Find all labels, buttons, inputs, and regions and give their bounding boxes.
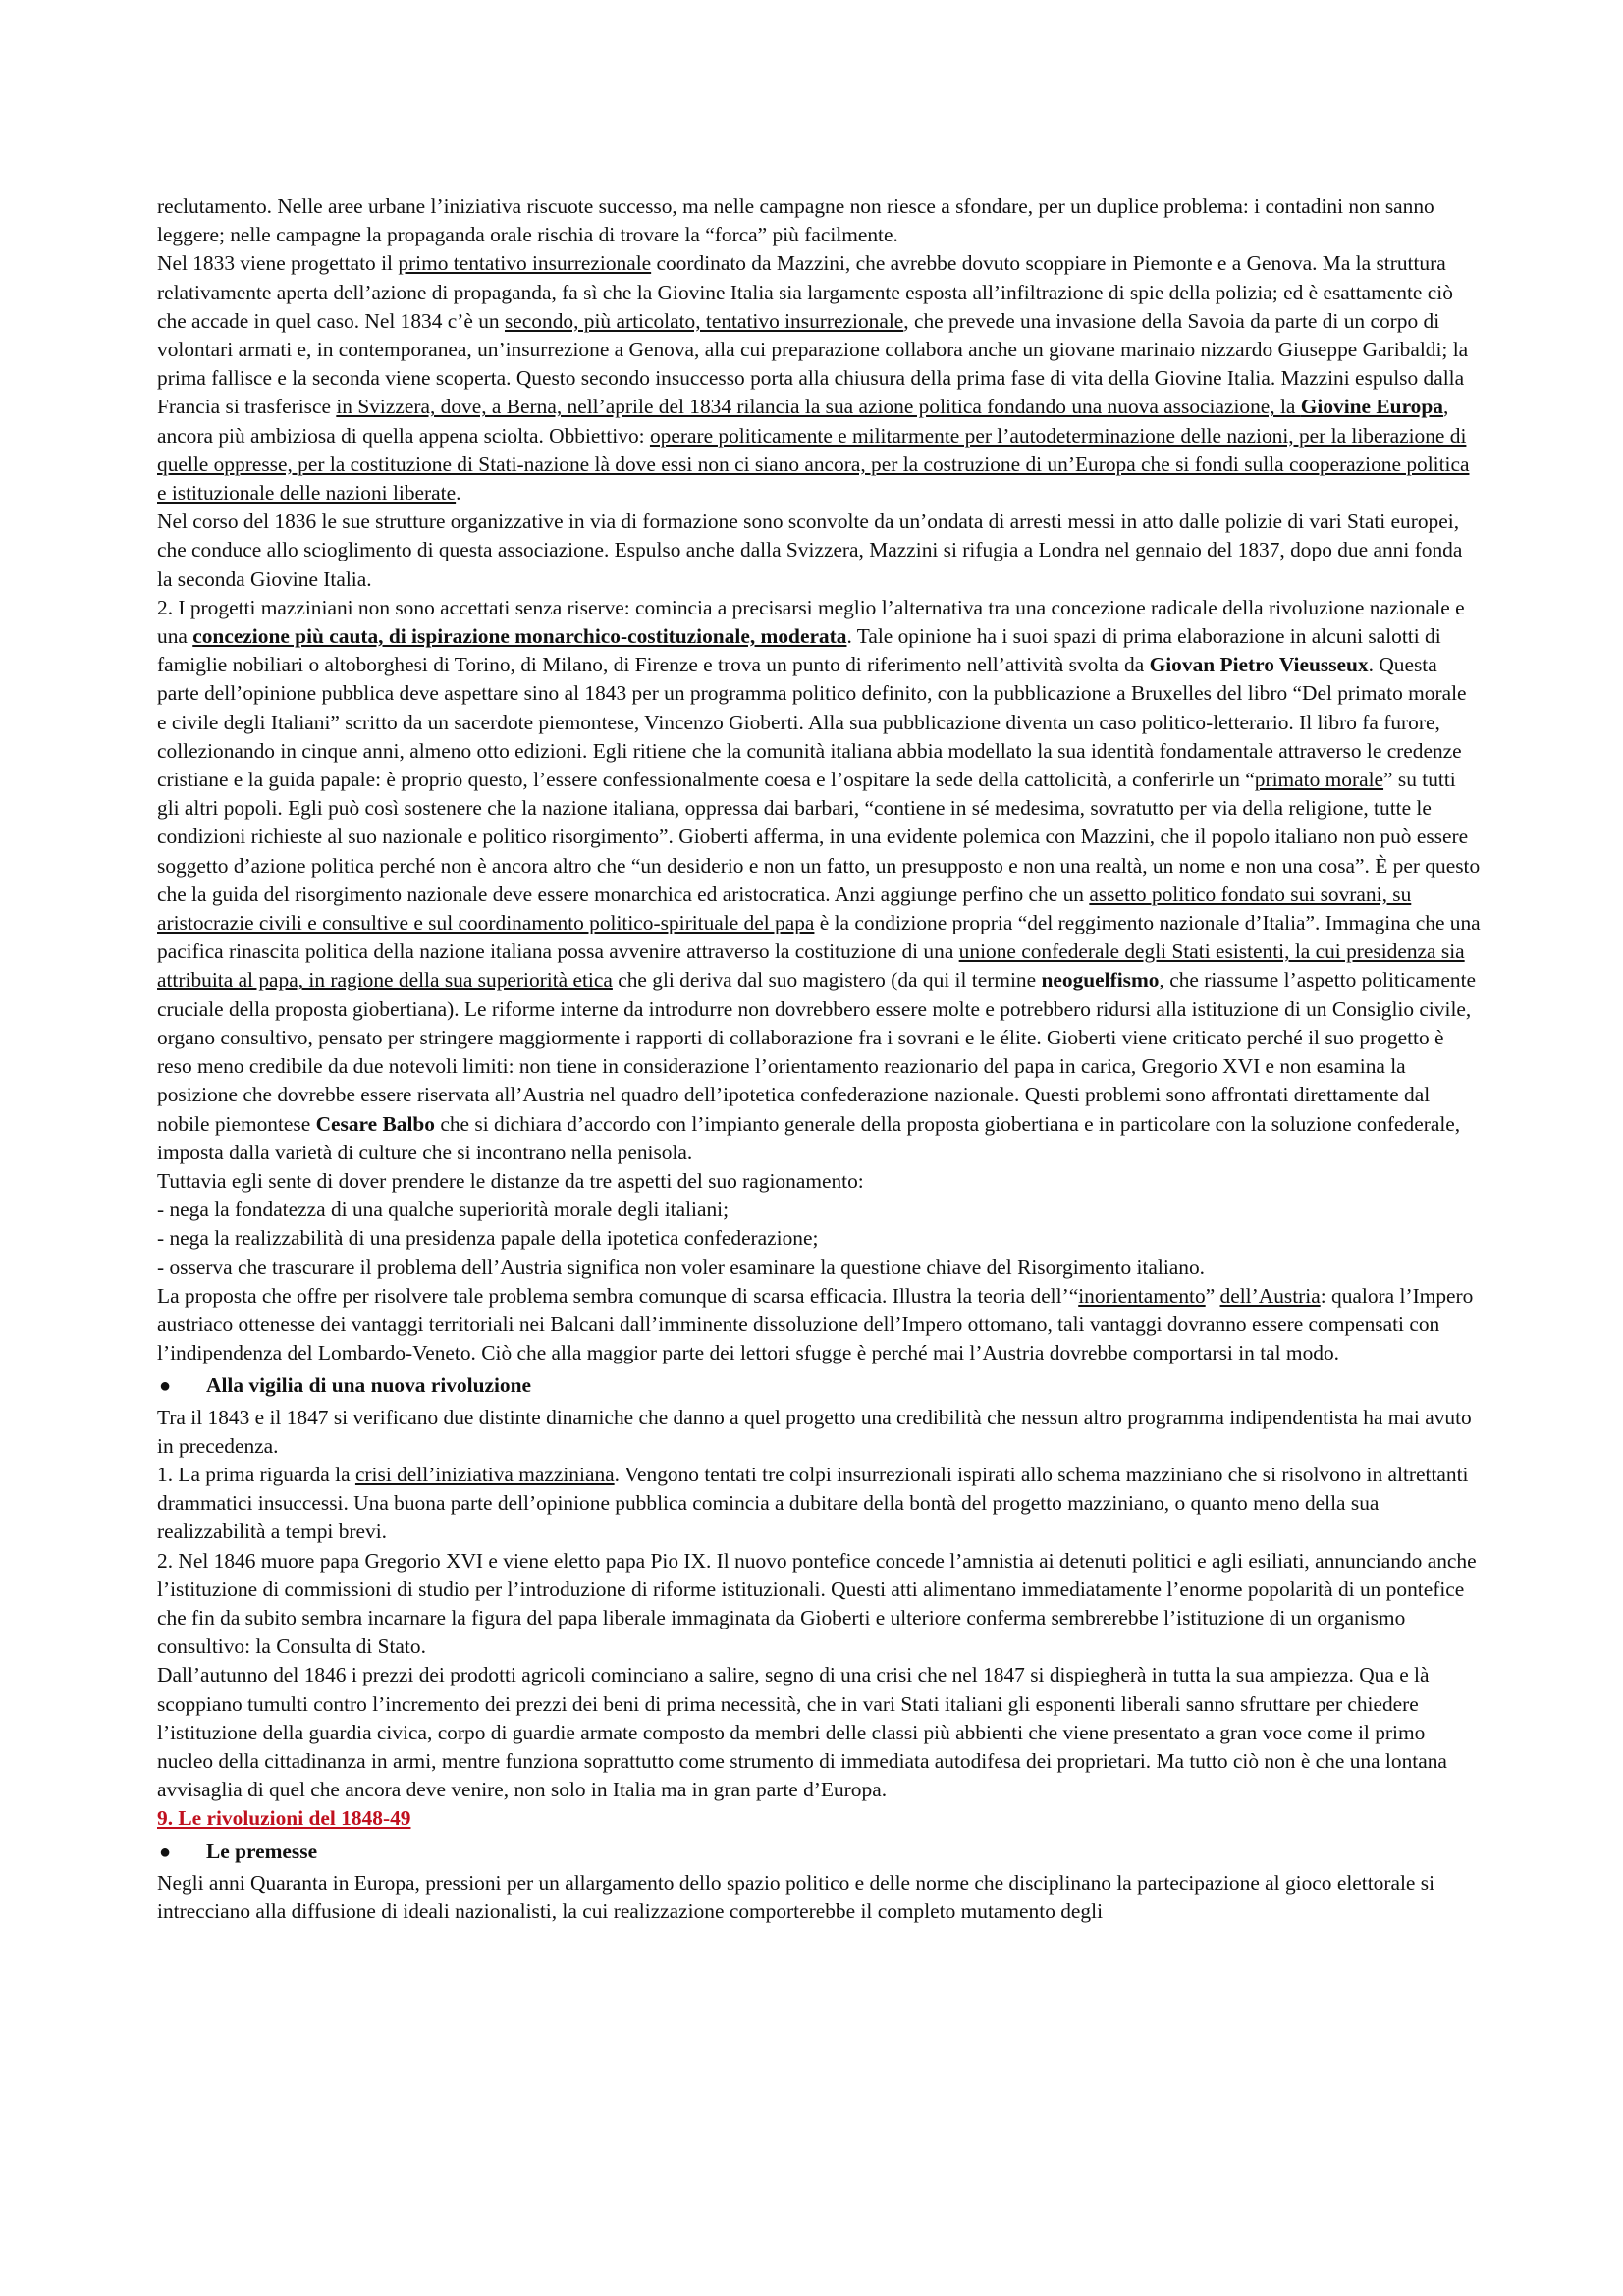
bold-term-vieusseux: Giovan Pietro Vieusseux [1149, 653, 1369, 677]
chapter-heading: 9. Le rivoluzioni del 1848-49 [157, 1806, 411, 1831]
underlined-text: primo tentativo insurrezionale [398, 251, 652, 276]
paragraph-balbo-critique: Tuttavia egli sente di dover prendere le distanze da tre aspetti del suo ragionamento: [157, 1168, 864, 1193]
underlined-text: inorientamento [1078, 1283, 1206, 1308]
section-heading-vigilia [157, 1371, 1481, 1401]
underlined-text: in Svizzera, dove, a Berna, nell’aprile del 1834 rilancia la sua azione politica fondando una nuova associazione, la [336, 395, 1301, 419]
section-heading-text: Alla vigilia di una nuova rivoluzione [206, 1373, 532, 1398]
paragraph-1836: Nel corso del 1836 le sue strutture organizzative in via di formazione sono sconvolte da un’ondata di arresti messi in atto dalle polizie di vari Stati europei, che conduce allo scioglimento di questa associazione. Espulso anche dalla Svizzera, Mazzini si rifugia a Londra nel gennaio del 1837, dopo due anni fonda la seconda Giovine Italia. [157, 509, 1463, 591]
underlined-text: operare politicamente e militarmente per l’autodeterminazione delle nazioni, per la liberazione di quelle oppresse, per la costituzione di Stati-nazione là dove essi non ci siano ancora, per la costruzione di un’Europa che si fondi sulla cooperazione politica e istituzionale delle nazioni liberate [157, 423, 1470, 506]
underlined-text: crisi dell’iniziativa mazziniana [354, 1462, 615, 1486]
bold-term-balbo: Cesare Balbo [315, 1111, 436, 1136]
list-item: - nega la realizzabilità di una presidenza papale della ipotetica confederazione; [157, 1226, 819, 1251]
bold-term-neoguelfismo: neoguelfismo [1041, 968, 1160, 992]
paragraph-insurrections: Nel 1833 viene progettato il primo tentativo insurrezionale coordinato da Mazzini, che avrebbe dovuto scoppiare in Piemonte e a Genova. Ma la struttura relativamente aperta dell’azione di propaganda, fa sì che la Giovine Italia sia largamente esposta all’infiltrazione di spie della polizia; ed è esattamente ciò che accade in quel caso. Nel 1834 c’è un secondo, più articolato, tentativo insurrezionale, che prevede una invasione della Savoia da parte di un corpo di volontari armati e, in contemporanea, un’insurrezione a Genova, alla cui preparazione collabora anche un giovane marinaio nizzardo Giuseppe Garibaldi; la prima fallisce e la seconda viene scoperta. Questo secondo insuccesso porta alla chiusura della prima fase di vita della Giovine Italia. Mazzini espulso dalla Francia si trasferisce in Svizzera, dove, a Berna, nell’aprile del 1834 rilancia la sua azione politica fondando una nuova associazione, la Giovine Europa, ancora più ambiziosa di quella appena sciolta. Obbiettivo: operare politicamente e militarmente per l’autodeterminazione delle nazioni, per la liberazione di quelle oppresse, per la costituzione di Stati-nazione là dove essi non ci siano ancora, per la costruzione di un’Europa che si fondi sulla cooperazione politica e istituzionale delle nazioni liberate. [157, 251, 1470, 506]
paragraph-pio-ix: 2. Nel 1846 muore papa Gregorio XVI e viene eletto papa Pio IX. Il nuovo pontefice concede l’amnistia ai detenuti politici e agli esiliati, annunciando anche l’istituzione di commissioni di studio per l’introduzione di riforme istituzionali. Questi atti alimentano immediatamente l’enorme popolarità di un pontefice che fin da subito sembra incarnare la figura del papa liberale immaginata da Gioberti e ulteriore conferma sembrerebbe l’istituzione di un organismo consultivo: la Consulta di Stato. [157, 1548, 1477, 1659]
document-page [157, 192, 1481, 1926]
underlined-text: assetto politico fondato sui sovrani, su aristocrazie civili e consultive e sul coordinamento politico-spirituale del papa [157, 881, 1412, 935]
underlined-text: primato morale [1254, 768, 1384, 792]
list-item: - osserva che trascurare il problema dell’Austria significa non voler esaminare la questione chiave del Risorgimento italiano. [157, 1255, 1205, 1279]
paragraph-premesse: Negli anni Quaranta in Europa, pressioni per un allargamento dello spazio politico e delle norme che disciplinano la partecipazione al gioco elettorale si intrecciano alla diffusione di ideali nazionalisti, la cui realizzazione comporterebbe il completo mutamento degli [157, 1870, 1435, 1923]
paragraph-dynamics: Tra il 1843 e il 1847 si verificano due distinte dinamiche che danno a quel progetto una credibilità che nessun altro programma indipendentista ha mai avuto in precedenza. [157, 1405, 1472, 1458]
underlined-text: unione confederale degli Stati esistenti, la cui presidenza sia attribuita al papa, in ragione della sua superiorità etica [157, 939, 1465, 992]
list-item: - nega la fondatezza di una qualche superiorità morale degli italiani; [157, 1198, 730, 1222]
paragraph-recruitment: reclutamento. Nelle aree urbane l’iniziativa riscuote successo, ma nelle campagne non riesce a sfondare, per un duplice problema: i contadini non sanno leggere; nelle campagne la propaganda orale rischia di trovare la “forca” più facilmente. [157, 194, 1434, 247]
bullet-icon: ● [159, 1841, 172, 1863]
paragraph-inorientamento: La proposta che offre per risolvere tale problema sembra comunque di scarsa efficacia. Illustra la teoria dell’“inorientamento” dell’Austria: qualora l’Impero austriaco ottenesse dei vantaggi territoriali nei Balcani dall’imminente dissoluzione dell’Impero ottomano, tali vantaggi dovranno essere compensati con l’indipendenza del Lombardo-Veneto. Ciò che alla maggior parte dei lettori sfugge è perché mai l’Austria dovrebbe comportarsi in tal modo. [157, 1283, 1474, 1365]
paragraph-mazzini-crisis: 1. La prima riguarda la crisi dell’iniziativa mazziniana. Vengono tentati tre colpi insurrezionali ispirati allo schema mazziniano che si risolvono in altrettanti drammatici insuccessi. Una buona parte dell’opinione pubblica comincia a dubitare della bontà del progetto mazziniano, o quanto meno della sua realizzabilità a tempi brevi. [157, 1462, 1469, 1544]
underlined-text: dell’Austria [1219, 1283, 1321, 1308]
section-heading-text: Le premesse [206, 1839, 318, 1863]
underlined-text: secondo, più articolato, tentativo insurrezionale [504, 308, 904, 333]
paragraph-moderates: 2. I progetti mazziniani non sono accettati senza riserve: comincia a precisarsi meglio l’alternativa tra una concezione radicale della rivoluzione nazionale e una concezione più cauta, di ispirazione monarchico-costituzionale, moderata. Tale opinione ha i suoi spazi di prima elaborazione in alcuni salotti di famiglie nobiliari o altoborghesi di Torino, di Milano, di Firenze e trova un punto di riferimento nell’attività svolta da Giovan Pietro Vieusseux. Questa parte dell’opinione pubblica deve aspettare sino al 1843 per un programma politico definito, con la pubblicazione a Bruxelles del libro “Del primato morale e civile degli Italiani” scritto da un sacerdote piemontese, Vincenzo Gioberti. Alla sua pubblicazione diventa un caso politico-letterario. Il libro fa furore, collezionando in cinque anni, almeno otto edizioni. Egli ritiene che la comunità italiana abbia modellato la sua identità fondamentale attraverso le credenze cristiane e la guida papale: è proprio questo, l’essere confessionalmente coesa e l’ospitare la sede della cattolicità, a conferirle un “primato morale” su tutti gli altri popoli. Egli può così sostenere che la nazione italiana, oppressa dai barbari, “contiene in sé medesima, sovratutto per via della religione, tutte le condizioni richieste al suo nazionale e politico risorgimento”. Gioberti afferma, in una evidente polemica con Mazzini, che il popolo italiano non può essere soggetto d’azione politica perché non è ancora altro che “un desiderio e non un fatto, un presupposto e non una realtà, un nome e non una cosa”. È per questo che la guida del risorgimento nazionale deve essere monarchica ed aristocratica. Anzi aggiunge perfino che un assetto politico fondato sui sovrani, su aristocrazie civili e consultive e sul coordinamento politico-spirituale del papa è la condizione propria “del reggimento nazionale d’Italia”. Immagina che una pacifica rinascita politica della nazione italiana possa avvenire attraverso la costituzione di una unione confederale degli Stati esistenti, la cui presidenza sia attribuita al papa, in ragione della sua superiorità etica che gli deriva dal suo magistero (da qui il termine neoguelfismo, che riassume l’aspetto politicamente cruciale della proposta giobertiana). Le riforme interne da introdurre non dovrebbero essere molte e potrebbero ridursi alla istituzione di un Consiglio civile, organo consultivo, pensato per stringere maggiormente i rapporti di collaborazione fra i sovrani e le élite. Gioberti viene criticato perché il suo progetto è reso meno credibile da due notevoli limiti: non tiene in considerazione l’orientamento reazionario del papa in carica, Gregorio XVI e non esamina la posizione che dovrebbe essere riservata all’Austria nel quadro dell’ipotetica confederazione nazionale. Questi problemi sono affrontati direttamente dal nobile piemontese Cesare Balbo che si dichiara d’accordo con l’impianto generale della proposta giobertiana e in particolare con la soluzione confederale, imposta dalla varietà di culture che si incontrano nella penisola. [157, 595, 1481, 1164]
bold-term-giovine-europa: Giovine Europa [1300, 395, 1443, 419]
bold-underlined-text: concezione più cauta, di ispirazione monarchico-costituzionale, moderata [192, 624, 847, 649]
section-heading-premesse [157, 1838, 1481, 1867]
paragraph-1846-crisis: Dall’autunno del 1846 i prezzi dei prodotti agricoli cominciano a salire, segno di una crisi che nel 1847 si dispiegherà in tutta la sua ampiezza. Qua e là scoppiano tumulti contro l’incremento dei prezzi dei beni di prima necessità, che in vari Stati italiani gli esponenti liberali sanno sfruttare per chiedere l’istituzione della guardia civica, corpo di guardie armate composto da membri delle classi più abbienti che viene presentato a gran voce come il primo nucleo della cittadinanza in armi, mentre funziona soprattutto come strumento di immediata autodifesa dei proprietari. Ma tutto ciò non è che una lontana avvisaglia di quel che ancora deve venire, non solo in Italia ma in gran parte d’Europa. [157, 1663, 1447, 1802]
bullet-icon: ● [159, 1375, 172, 1398]
